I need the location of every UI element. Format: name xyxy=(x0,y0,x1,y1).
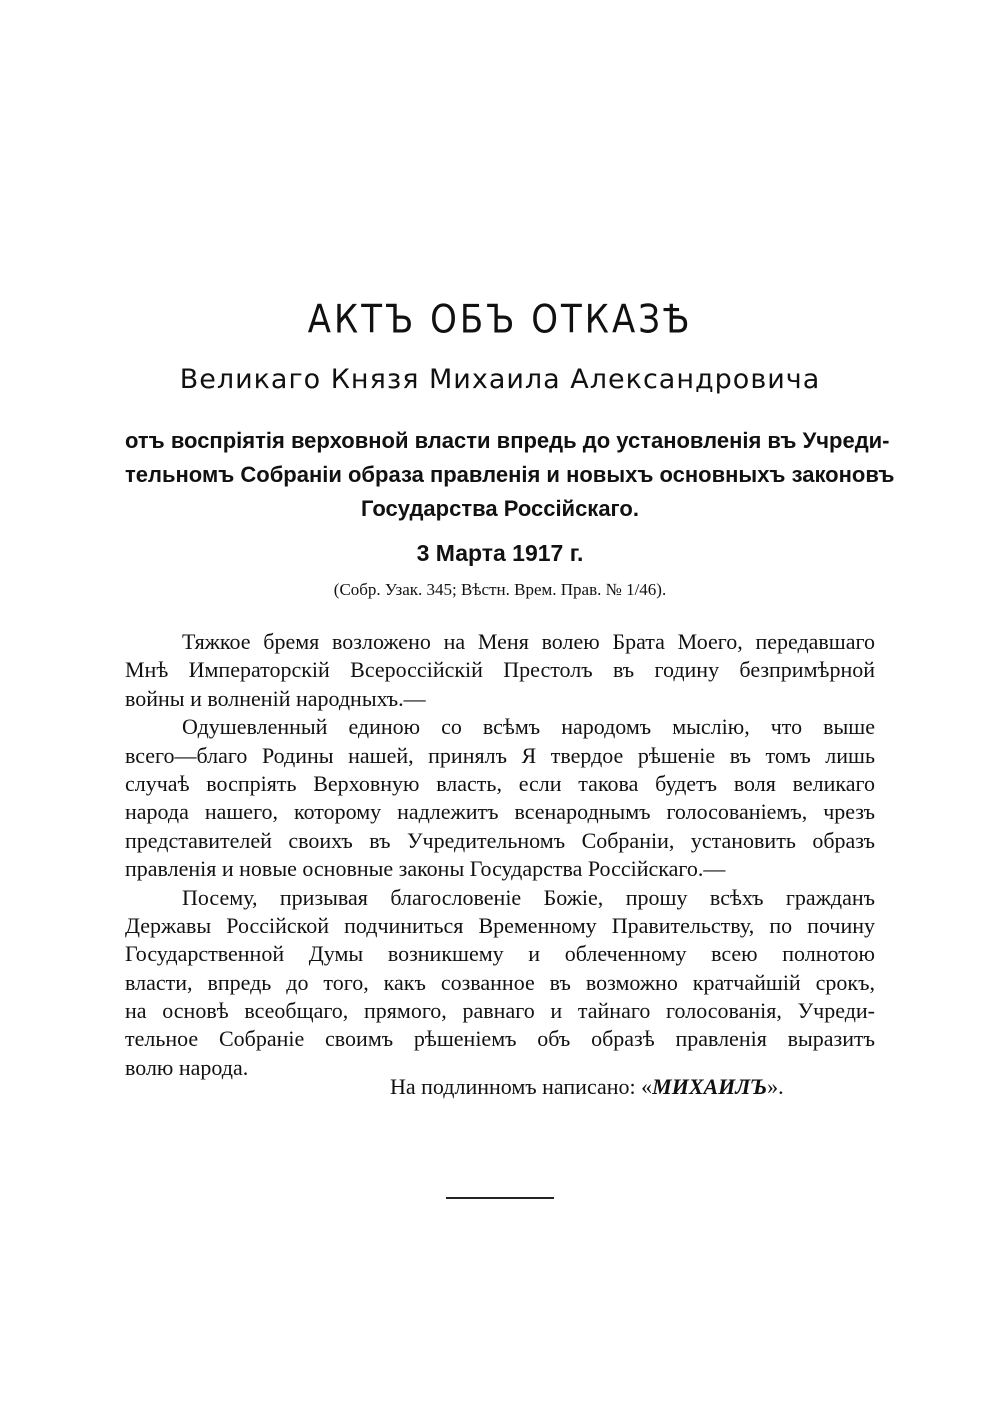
signature-suffix: ». xyxy=(767,1074,784,1099)
heading-line: тельномъ Собраніи образа правленія и новыхъ основныхъ законовъ xyxy=(125,462,895,487)
body-line: власти, впредь до того, какъ созванное въ возможно кратчайшій срокъ, xyxy=(125,969,875,995)
heading-line: Государства Россійскаго. xyxy=(361,496,639,521)
body-line: всего—благо Родины нашей, принялъ Я твердое рѣшеніе въ томъ лишь xyxy=(125,742,875,768)
document-subtitle: Великаго Князя Михаила Александровича xyxy=(179,364,821,395)
body-line: правленія и новые основные законы Государства Россійскаго.— xyxy=(125,856,726,882)
body-line: на основѣ всеобщаго, прямого, равнаго и тайнаго голосованія, Учреди- xyxy=(125,998,875,1024)
signature-line xyxy=(390,1074,784,1100)
heading-line: отъ воспріятія верховной власти впредь до установленія въ Учреди- xyxy=(125,428,890,453)
signature-name: МИХАИЛЪ xyxy=(652,1074,768,1099)
body-line: тельное Собраніе своимъ рѣшеніемъ объ образѣ правленія выразитъ xyxy=(125,1026,875,1052)
closing-rule xyxy=(446,1197,554,1199)
source-reference: (Собр. Узак. 345; Вѣстн. Врем. Прав. № 1/46). xyxy=(333,580,667,599)
document-title: АКТЪ ОБЪ ОТКАЗѢ xyxy=(307,297,693,343)
body-line: случаѣ воспріять Верховную власть, если такова будетъ воля великаго xyxy=(125,770,875,796)
body-line: представителей своихъ въ Учредительномъ Собраніи, установить образъ xyxy=(125,827,875,853)
document-date: 3 Марта 1917 г. xyxy=(416,540,584,566)
body-line: Державы Россійской подчиниться Временному Правительству, по почину xyxy=(125,912,875,938)
document-heading xyxy=(125,424,895,526)
body-line: волю народа. xyxy=(125,1054,249,1080)
body-line: Тяжкое бремя возложено на Меня волею Брата Моего, передавшаго xyxy=(182,629,875,654)
body-line: Государственной Думы возникшему и облеченному всею полнотою xyxy=(125,941,875,967)
body-line: Мнѣ Императорскій Всероссійскій Престолъ въ годину безпримѣрной xyxy=(125,657,875,683)
body-line: Посему, призывая благословеніе Божіе, прошу всѣхъ гражданъ xyxy=(182,884,875,910)
body-line: народа нашего, которому надлежитъ всенароднымъ голосованіемъ, чрезъ xyxy=(125,799,875,825)
body-line: войны и волненій народныхъ.— xyxy=(125,685,426,711)
body-line: Одушевленный единою со всѣмъ народомъ мыслію, что выше xyxy=(182,714,875,740)
document-body xyxy=(125,628,875,1082)
signature-prefix: На подлинномъ написано: « xyxy=(390,1074,653,1099)
